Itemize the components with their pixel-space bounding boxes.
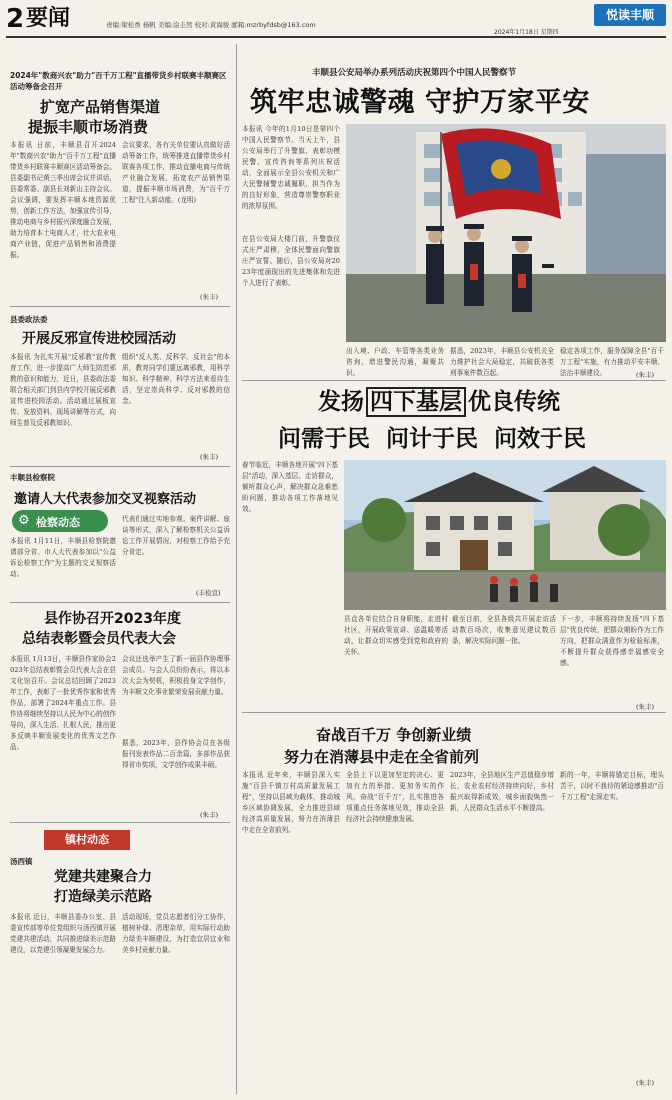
story-body: 本报讯 近年来，丰顺县深入实施"百县千镇万村高质量发展工程"，坚持以县域为载体，推动城乡区域协调发展，全力推进县域经济高质量发展，努力在消薄县中走在全省前列。 [242,771,340,834]
story-headline: 提振丰顺市场消费 [28,118,149,136]
police-flag-photo [346,124,666,342]
fight-headline: 奋战百千万 争创新业绩 [316,726,472,744]
story-body: 春节临近，丰顺各地开展"四下基层"活动，深入基层、走访群众，倾听群众心声，解决群众急难愁盼问题，推动各项工作落地见效。 [242,461,338,513]
fight-subheadline: 努力在消薄县中走在全省前列 [284,748,480,766]
story-headline: 邀请人大代表参加交叉视察活动 [14,492,197,507]
story-body: 出入境、户政、车管等各类业务咨询，增进警民沟通，凝聚共识。 [346,347,444,376]
headline-part: 发扬 [318,389,364,415]
story-signoff: (丰检宣) [196,589,221,597]
story-headline: 党建共建聚合力 [54,869,152,885]
story-body: 全县上下以更加坚定的决心、更加有力的举措、更加务实的作风，奋战"百千万"，扎实推进各项重点任务落地见效，推动全县经济社会持续健康发展。 [346,771,444,823]
divider [242,712,666,713]
story-signoff: (朱丰) [200,293,219,301]
section-title: 要闻 [26,6,71,31]
photo-illustration [344,460,666,610]
headline-box: 四下基层 [366,387,466,417]
police-headline: 筑牢忠诚警魂 守护万家平安 [250,87,590,118]
story-body: 下一步，丰顺将持续发扬"四下基层"优良传统，把群众期盼作为工作方向，把群众满意作为检验标准，不断提升群众获得感幸福感安全感。 [560,615,664,667]
column-divider [236,44,237,1094]
story-body: 本报讯 为扎实开展"反邪教"宣传教育工作，进一步提高广大师生防范邪教的意识和能力，近日，县委政法委联合相关部门到县内学校开展反邪教宣传进校园活动。活动通过展板宣传、发放资料、现场讲解等方式，向师生普及反邪教知识。 [10,353,116,427]
story-kicker: 丰顺县检察院 [10,473,55,482]
story-body: 本报讯 1月11日，丰顺县检察院邀请部分省、市人大代表参加以"公益诉讼检察工作"为主题的交叉视察活动。 [10,537,116,578]
brand-label: 悦读丰顺 [605,8,654,22]
story-kicker: 2024年"数商兴农"助力"百千万工程"直播带货乡村联赛丰顺赛区活动筹备会召开 [10,71,227,91]
gear-icon: ⚙ [18,513,30,528]
story-body: 在县公安局大楼门前，升警旗仪式庄严肃穆，全体民警面向警旗庄严宣誓。随后，县公安局对2023年度涌现出的先进集体和先进个人进行了表彰。 [242,235,340,287]
story-body: 新的一年，丰顺将锚定目标，埋头苦干，以时不我待的紧迫感推动"百千万工程"走深走实。 [560,771,664,801]
editor-line: 责编:梁松香 杨帆 美编:涂圭然 校对:黄海骏 邮箱:mzrbyfdsb@163.com [106,21,316,29]
story-signoff: (朱丰) [200,811,219,819]
section-badge [12,510,108,532]
brand-badge [594,4,666,26]
story-headline: 开展反邪宣传进校园活动 [22,331,176,347]
story-body: 据悉，2023年，县作协会员在各级报刊发表作品二百余篇，多部作品获得省市奖项，文学创作成果丰硕。 [122,739,230,769]
divider [242,380,666,381]
badge-label: 镇村动态 [65,833,109,846]
story-body: 本报讯 日前，丰顺县召开2024年"数商兴农"助力"百千万工程"直播带货乡村联赛丰顺赛区活动筹备会。县委副书记黄三季出席会议并讲话，县委常委、副县长刘新山主持会议。会议强调，要发挥丰顺本地资源优势，创新工作方法，加强宣传引导，推动电商与乡村振兴深度融合发展，助力培育本土电商人才，壮大农业电商产业链，促进产品销售和消费提振。 [10,141,116,259]
divider [10,822,230,823]
divider [10,466,230,467]
page-header [6,4,666,34]
story-headline: 打造绿美示范路 [54,889,152,905]
story-body: 代表们通过实地参观、案件讲解、座谈等形式，深入了解检察机关公益诉讼工作开展情况，对检察工作给予充分肯定。 [122,515,230,556]
story-signoff: (朱丰) [200,453,219,461]
issue-date: 2024年1月18日 星期四 [494,29,559,36]
village-photo [344,460,666,610]
photo-illustration [346,124,666,342]
story-body: 活动现场，党员志愿者们分工协作，植树补绿、清理杂草，用实际行动助力绿美丰顺建设，为打造宜居宜业和美乡村贡献力量。 [122,913,230,954]
headline-part: 优良传统 [468,389,560,415]
story-signoff: (朱丰) [636,703,655,711]
section-badge [44,830,130,850]
story-body: 本报讯 今年的1月10日是第四个中国人民警察节。当天上午，县公安局举行了升警旗、表彰功模民警、宣传咨询等系列庆祝活动，全面展示全县公安机关和广大民警辅警忠诚履职、担当作为的良好形象，营造尊崇警察职业的浓厚氛围。 [242,125,340,210]
story-body: 会议还选举产生了新一届县作协理事会成员。与会人员纷纷表示，将以本次大会为契机，积极投身文学创作，为丰顺文化事业繁荣发展贡献力量。 [122,655,230,696]
divider [10,306,230,307]
tradition-headline [318,386,560,418]
tradition-subheadline: 问需于民 问计于民 问效于民 [278,426,587,452]
story-headline: 总结表彰暨会员代表大会 [22,631,176,647]
story-headline: 县作协召开2023年度 [44,611,181,627]
story-signoff: (朱丰) [636,1079,655,1087]
story-kicker: 汤西镇 [10,857,33,866]
story-body: 据悉，2023年，丰顺县公安机关全力维护社会大局稳定，共破获各类刑事案件数百起。 [450,347,554,376]
story-headline: 扩宽产品销售渠道 [40,98,161,116]
story-body: 本报讯 近日，丰顺县委办公室、县委宣传部等单位党组织与汤西镇开展党建共建活动，共同推进绿美示范路建设，以党建引领凝聚发展合力。 [10,913,116,954]
page-number: 2 [6,4,25,34]
story-body: 会议要求，各有关单位要认真做好活动筹备工作，统筹推进直播带货乡村联赛各项工作，推动直播电商与传统产业融合发展，拓宽农产品销售渠道，提振丰顺市场消费，为"百千万工程"注入新动能。(龙明) [122,141,230,204]
story-body: 组织"反人类、反科学、反社会"的本质，教育同学们要远离邪教，用科学知识、科学精神、科学方法来看待生活，坚定崇尚科学、反对邪教的信念。 [122,353,230,405]
header-rule [6,36,666,38]
story-body: 2023年，全县地区生产总值稳步增长，农业农村经济持续向好，乡村振兴取得新成效，城乡面貌焕然一新，人民群众生活水平不断提高。 [450,771,554,812]
story-body: 本报讯 1月13日，丰顺县作家协会2023年总结表彰暨会员代表大会在县文化馆召开。会议总结回顾了2023年工作，表彰了一批优秀作家和优秀作品，部署了2024年重点工作。县作协将继续坚持以人民为中心的创作导向，深入生活、扎根人民，推出更多反映丰顺发展变化的优秀文艺作品。 [10,655,116,751]
story-body: 县直各单位结合自身职能，走进村社区，开展政策宣讲、送温暖等活动，让群众切实感受到党和政府的关怀。 [344,615,448,656]
story-body: 稳定各项工作，服务保障全县"百千万工程"实施，有力推动平安丰顺、法治丰顺建设。 [560,347,664,376]
story-body: 截至目前，全县各级共开展走访活动数百场次，收集意见建议数百条，解决实际问题一批。 [452,615,556,645]
badge-label: 检察动态 [36,516,80,529]
story-signoff: (朱丰) [636,371,655,379]
story-kicker: 县委政法委 [10,315,48,324]
divider [10,602,230,603]
story-kicker: 丰顺县公安局举办系列活动庆祝第四个中国人民警察节 [312,68,517,78]
